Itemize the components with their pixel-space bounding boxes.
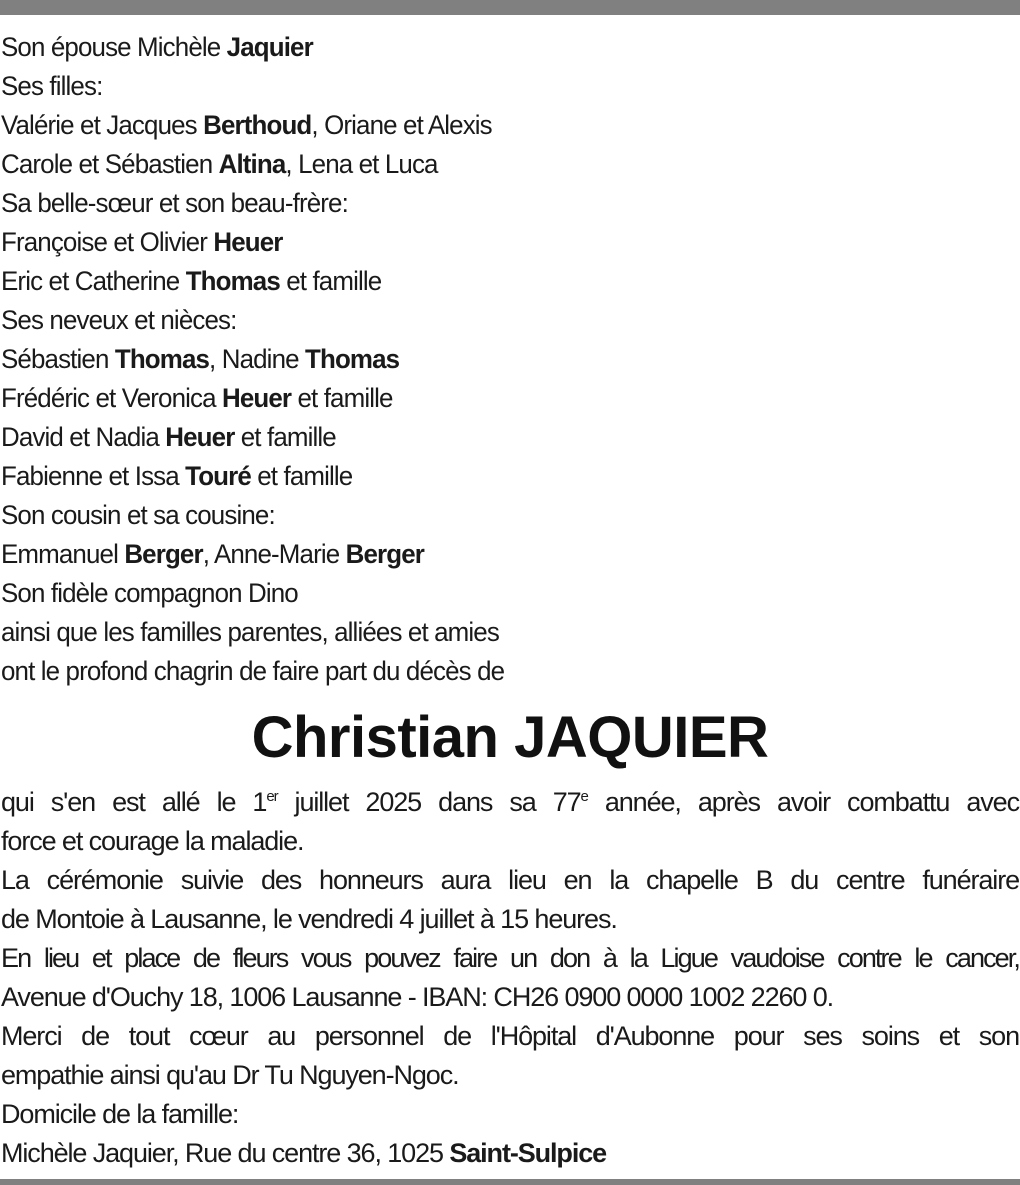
passing-line-2: force et courage la maladie.: [1, 826, 304, 856]
thanks-line-2: empathie ainsi qu'au Dr Tu Nguyen-Ngoc.: [1, 1060, 459, 1090]
family-line: Son fidèle compagnon Dino: [1, 578, 298, 608]
ceremony-line-2: de Montoie à Lausanne, le vendredi 4 juillet à 15 heures.: [1, 904, 617, 934]
family-list: [1, 28, 1019, 691]
donation-line: En lieu et place de fleurs vous pouvez faire un don à la Ligue vaudoise contre le cancer,: [1, 943, 1019, 973]
family-line: Frédéric et Veronica Heuer et famille: [1, 383, 393, 413]
family-line: Sa belle-sœur et son beau-frère:: [1, 188, 348, 218]
family-line: Ses neveux et nièces:: [1, 305, 237, 335]
family-line: Carole et Sébastien Altina, Lena et Luca: [1, 149, 438, 179]
family-line: Son cousin et sa cousine:: [1, 500, 275, 530]
family-line: ont le profond chagrin de faire part du décès de: [1, 656, 505, 686]
passing-line: qui s'en est allé le 1er juillet 2025 dans sa 77e année, après avoir combattu avec: [1, 787, 1019, 817]
family-line: Son épouse Michèle Jaquier: [1, 32, 313, 62]
ceremony-line: La cérémonie suivie des honneurs aura lieu en la chapelle B du centre funéraire: [1, 865, 1019, 895]
bottom-rule: [0, 1179, 1020, 1185]
family-line: Eric et Catherine Thomas et famille: [1, 266, 382, 296]
family-line: Valérie et Jacques Berthoud, Oriane et Alexis: [1, 110, 492, 140]
thanks-line: Merci de tout cœur au personnel de l'Hôpital d'Aubonne pour ses soins et son: [1, 1021, 1019, 1051]
family-line: Sébastien Thomas, Nadine Thomas: [1, 344, 400, 374]
family-line: ainsi que les familles parentes, alliées et amies: [1, 617, 499, 647]
family-line: David et Nadia Heuer et famille: [1, 422, 336, 452]
family-line: Françoise et Olivier Heuer: [1, 227, 283, 257]
family-line: Fabienne et Issa Touré et famille: [1, 461, 353, 491]
domicile-label: Domicile de la famille:: [1, 1099, 239, 1129]
notice-details: [1, 783, 1019, 1173]
family-line: Ses filles:: [1, 71, 103, 101]
top-rule: [0, 0, 1020, 15]
donation-line-2: Avenue d'Ouchy 18, 1006 Lausanne - IBAN: CH26 0900 0000 1002 2260 0.: [1, 982, 834, 1012]
family-line: Emmanuel Berger, Anne-Marie Berger: [1, 539, 425, 569]
domicile-address: Michèle Jaquier, Rue du centre 36, 1025 Saint-Sulpice: [1, 1138, 607, 1168]
obituary-notice: [1, 28, 1019, 1173]
deceased-name: Christian JAQUIER: [251, 705, 769, 770]
